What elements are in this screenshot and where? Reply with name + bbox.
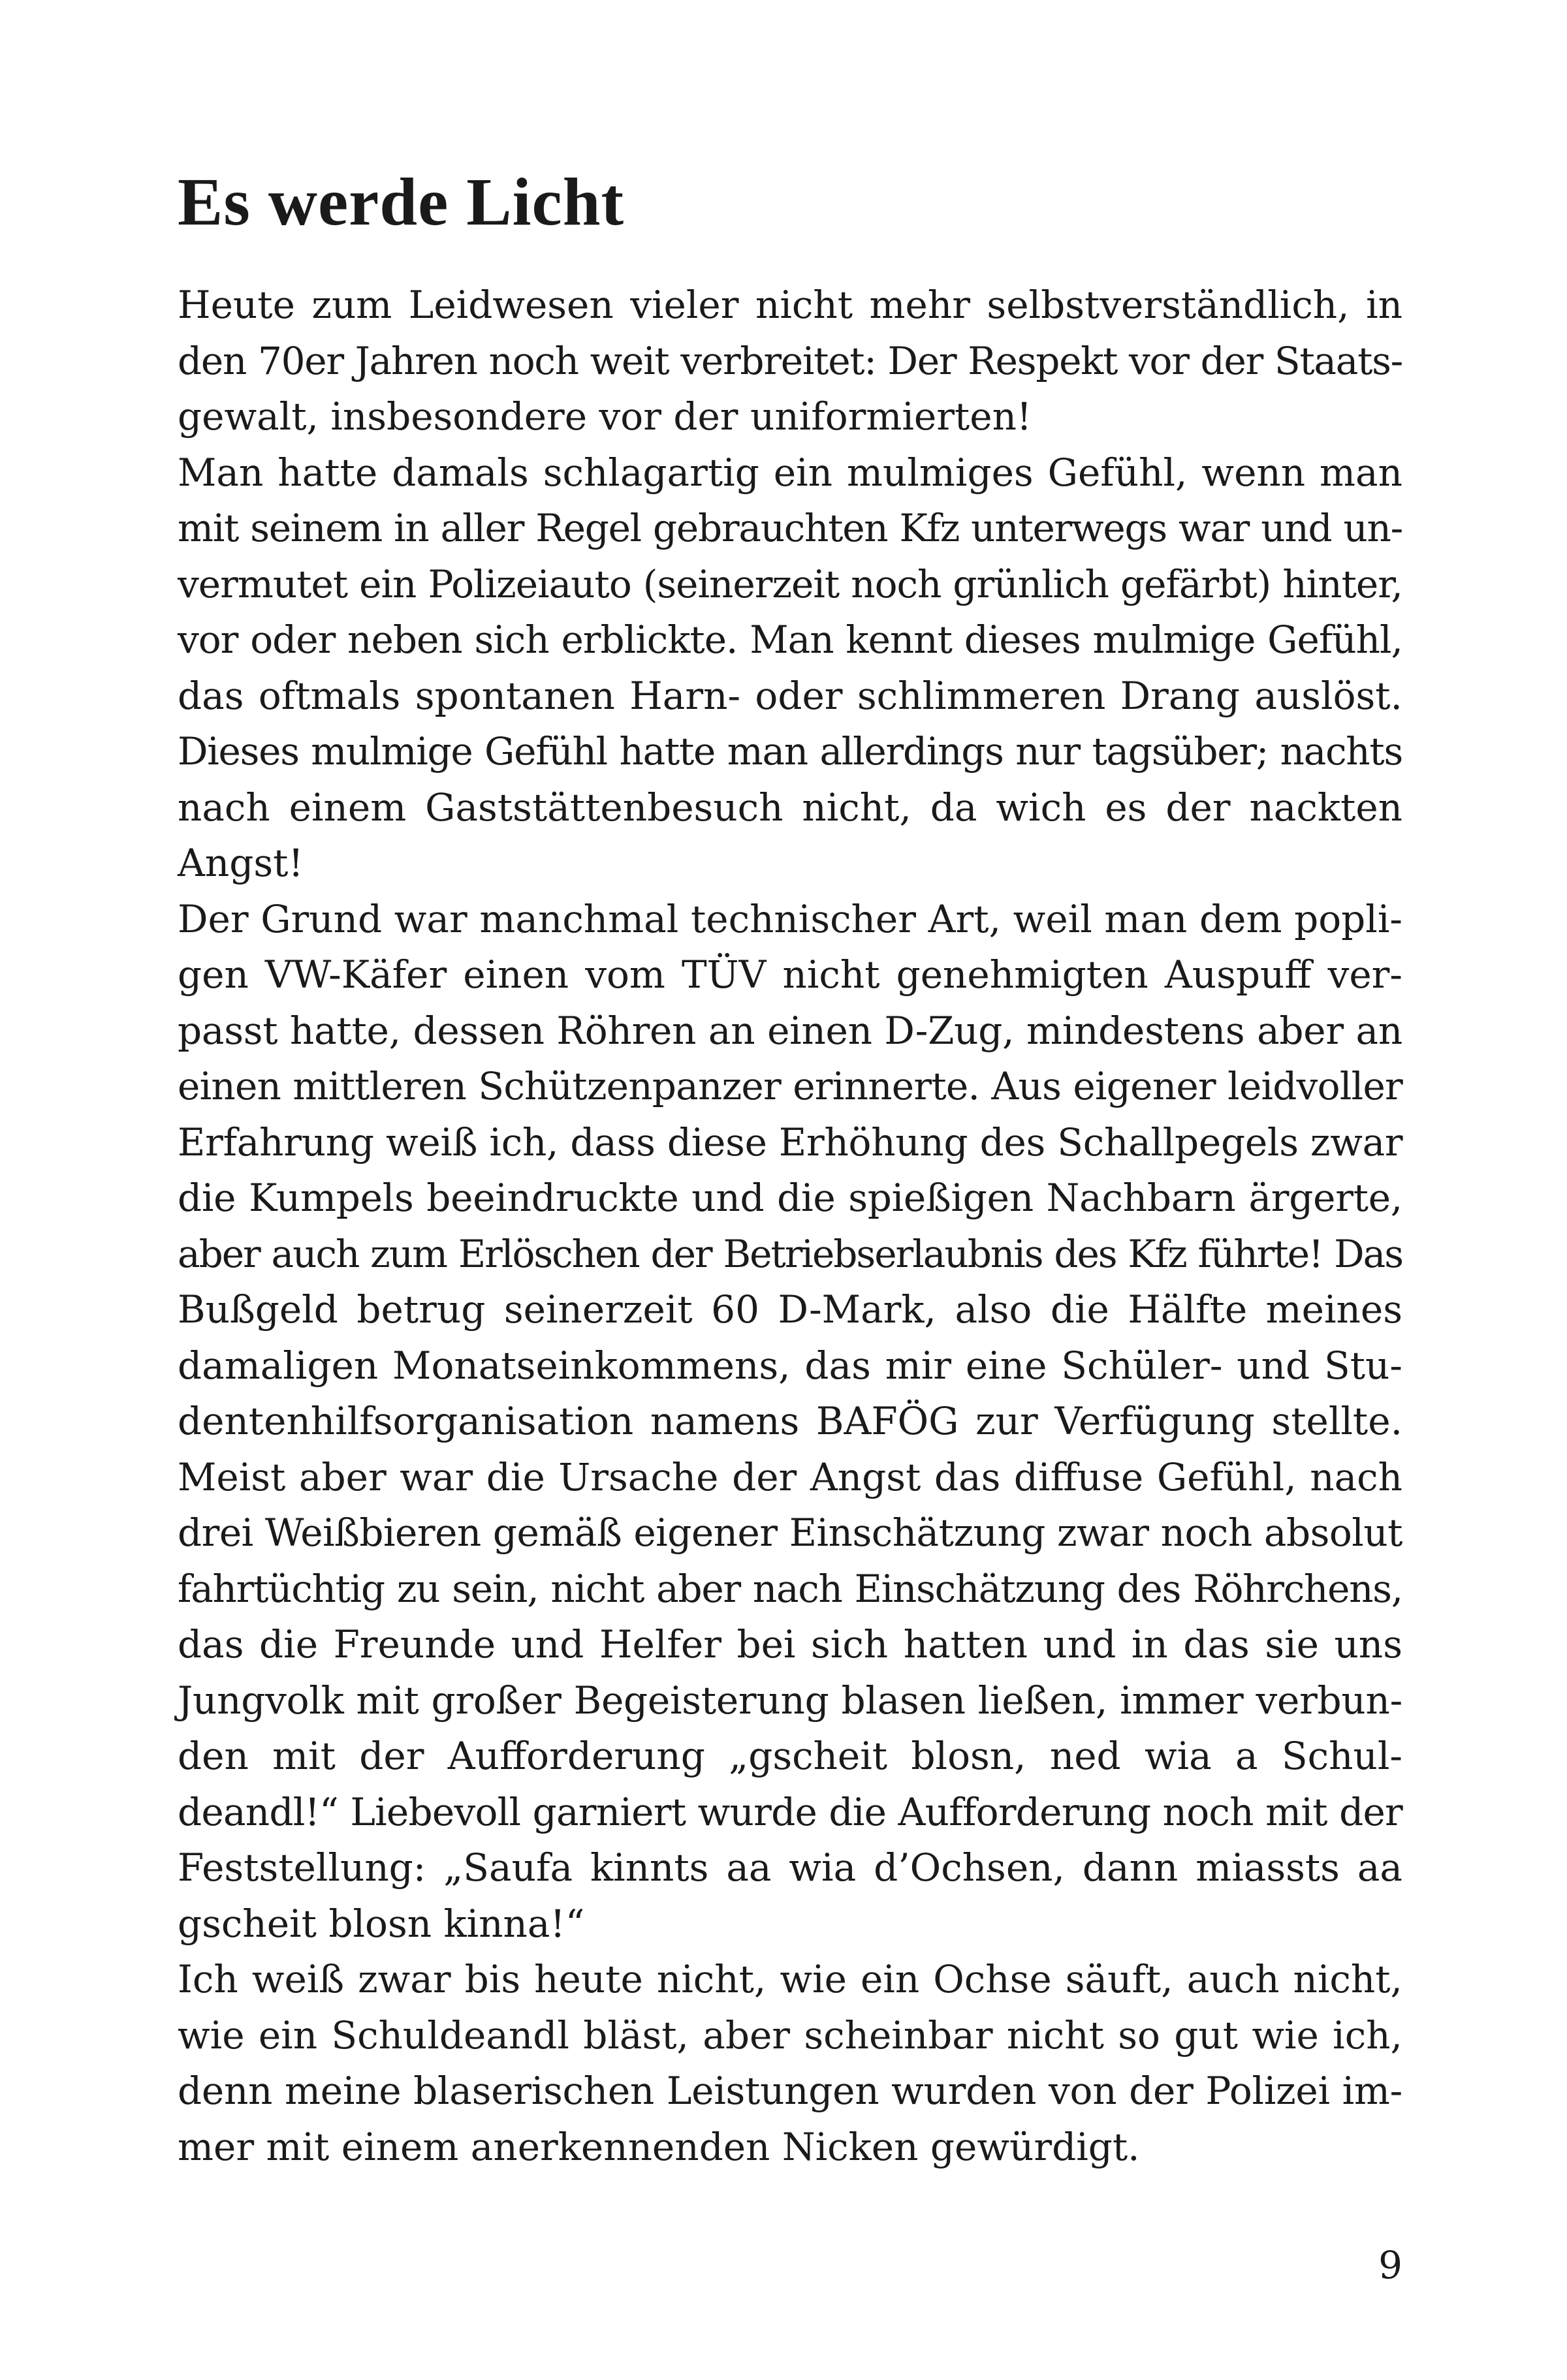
text-line: passt hatte, dessen Röhren an einen D-Zug, mindestens aber an bbox=[178, 1008, 1402, 1053]
text-line: gen VW-Käfer einen vom TÜV nicht genehmigten Auspuff ver- bbox=[178, 952, 1402, 997]
text-line: wie ein Schuldeandl bläst, aber scheinbar nicht so gut wie ich, bbox=[178, 2012, 1402, 2058]
body-text bbox=[178, 277, 1402, 2175]
text-line: Heute zum Leidwesen vieler nicht mehr selbstverständlich, in bbox=[178, 283, 1402, 327]
text-line: drei Weißbieren gemäß eigener Einschätzung zwar noch absolut bbox=[178, 1511, 1402, 1555]
text-line: aber auch zum Erlöschen der Betriebserlaubnis des Kfz führte! Das bbox=[178, 1231, 1402, 1276]
text-line: einen mittleren Schützenpanzer erinnerte. Aus eigener leidvoller bbox=[178, 1064, 1402, 1108]
text-line: mer mit einem anerkennenden Nicken gewürdigt. bbox=[178, 2124, 1140, 2169]
text-line: Ich weiß zwar bis heute nicht, wie ein Ochse säuft, auch nicht, bbox=[178, 1957, 1402, 2001]
text-line: Feststellung: „Saufa kinnts aa wia d’Ochsen, dann miassts aa bbox=[178, 1845, 1402, 1890]
text-line: Der Grund war manchmal technischer Art, weil man dem popli- bbox=[178, 896, 1402, 941]
text-line: Bußgeld betrug seinerzeit 60 D-Mark, also die Hälfte meines bbox=[178, 1287, 1402, 1332]
text-line: Man hatte damals schlagartig ein mulmiges Gefühl, wenn man bbox=[178, 450, 1402, 495]
text-line: vor oder neben sich erblickte. Man kennt dieses mulmige Gefühl, bbox=[178, 618, 1402, 662]
text-line: den mit der Aufforderung „gscheit blosn, ned wia a Schul- bbox=[178, 1734, 1402, 1778]
page-number: 9 bbox=[1378, 2243, 1402, 2287]
text-line: Angst! bbox=[178, 841, 304, 885]
text-line: vermutet ein Polizeiauto (seinerzeit noch grünlich gefärbt) hinter, bbox=[178, 561, 1402, 606]
text-line: die Kumpels beeindruckte und die spießigen Nachbarn ärgerte, bbox=[178, 1176, 1402, 1220]
text-line: Meist aber war die Ursache der Angst das diffuse Gefühl, nach bbox=[178, 1454, 1402, 1499]
text-line: denn meine blaserischen Leistungen wurden von der Polizei im- bbox=[178, 2069, 1402, 2113]
book-page bbox=[178, 0, 1402, 2380]
text-line: Dieses mulmige Gefühl hatte man allerdings nur tagsüber; nachts bbox=[178, 729, 1402, 774]
text-line: das die Freunde und Helfer bei sich hatten und in das sie uns bbox=[178, 1622, 1402, 1667]
text-line: Erfahrung weiß ich, dass diese Erhöhung des Schallpegels zwar bbox=[178, 1120, 1403, 1165]
text-line: deandl!“ Liebevoll garniert wurde die Aufforderung noch mit der bbox=[178, 1789, 1402, 1834]
text-line: den 70er Jahren noch weit verbreitet: Der Respekt vor der Staats- bbox=[178, 338, 1402, 383]
text-line: Jungvolk mit großer Begeisterung blasen ließen, immer verbun- bbox=[178, 1678, 1402, 1723]
text-line: nach einem Gaststättenbesuch nicht, da wich es der nackten bbox=[178, 785, 1402, 830]
text-line: damaligen Monatseinkommens, das mir eine Schüler- und Stu- bbox=[178, 1343, 1402, 1388]
text-line: fahrtüchtig zu sein, nicht aber nach Einschätzung des Röhrchens, bbox=[178, 1566, 1402, 1611]
text-line: das oftmals spontanen Harn- oder schlimmeren Drang auslöst. bbox=[178, 673, 1402, 718]
text-line: gewalt, insbesondere vor der uniformierten! bbox=[178, 394, 1032, 439]
chapter-title: Es werde Licht bbox=[178, 164, 625, 240]
text-line: dentenhilfsorganisation namens BAFÖG zur Verfügung stellte. bbox=[178, 1399, 1402, 1443]
text-line: mit seinem in aller Regel gebrauchten Kfz unterwegs war und un- bbox=[178, 506, 1402, 550]
text-line: gscheit blosn kinna!“ bbox=[178, 1901, 585, 1946]
